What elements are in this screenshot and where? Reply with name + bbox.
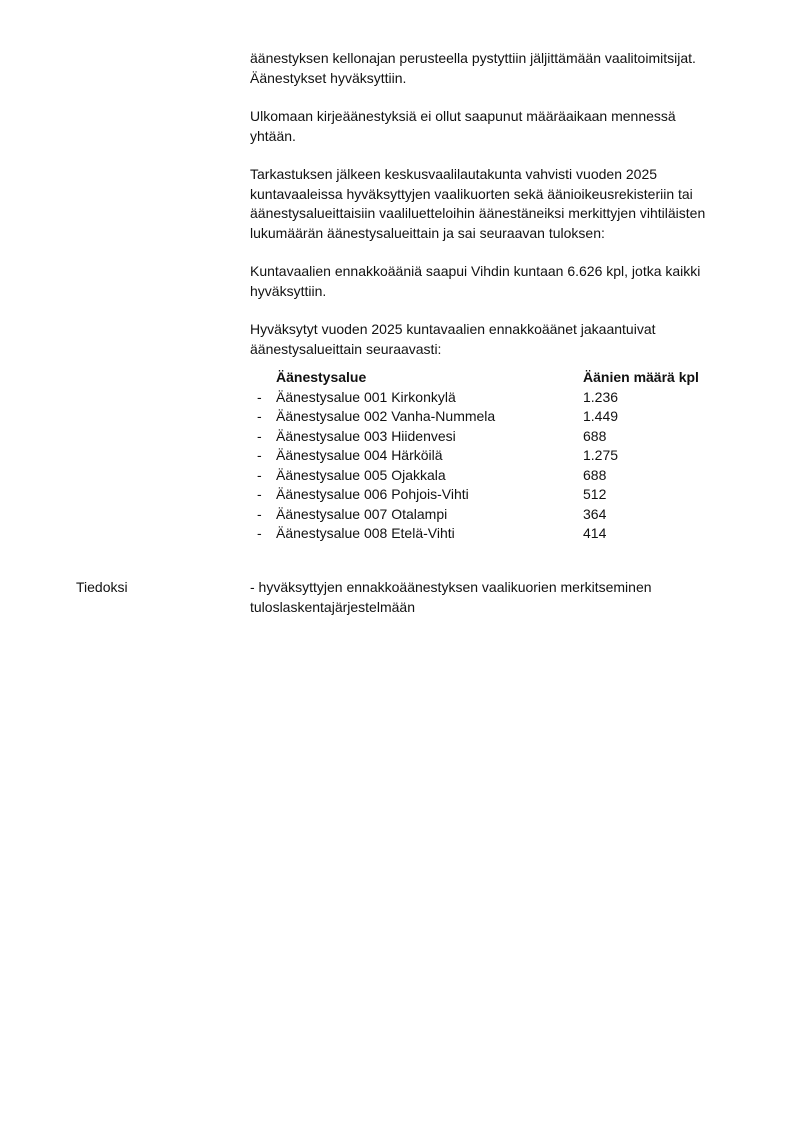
row-dash: - (257, 427, 262, 444)
row-count: 364 (583, 505, 607, 522)
paragraph-line: äänestysalueittaisiin vaaliluetteloihin äänestäneiksi merkittyjen vihtiläisten (250, 205, 706, 221)
row-count: 414 (583, 525, 607, 541)
row-dash: - (257, 388, 262, 405)
paragraph-line: Ulkomaan kirjeäänestyksiä ei ollut saapunut määräaikaan mennessä (250, 108, 676, 124)
table-row (250, 505, 745, 525)
row-area: Äänestysalue 005 Ojakkala (276, 466, 446, 483)
paragraph-line: äänestysalueittain seuraavasti: (250, 340, 442, 357)
table-row (250, 427, 745, 447)
paragraph-line: Tarkastuksen jälkeen keskusvaalilautakunta vahvisti vuoden 2025 (250, 166, 658, 182)
paragraph-line: lukumäärän äänestysalueittain ja sai seuraavan tuloksen: (250, 224, 605, 241)
tiedoksi-line: - hyväksyttyjen ennakkoäänestyksen vaalikuorien merkitseminen (250, 579, 652, 595)
votes-by-area-table (250, 368, 745, 544)
table-header-row (250, 368, 745, 388)
row-count: 1.449 (583, 408, 619, 424)
row-count: 1.275 (583, 447, 619, 463)
row-dash: - (257, 525, 262, 541)
tiedoksi-label: Tiedoksi (76, 579, 128, 595)
row-dash: - (257, 408, 262, 424)
tiedoksi-line: tuloslaskentajärjestelmään (250, 598, 415, 615)
paragraph-line: hyväksyttiin. (250, 282, 327, 299)
row-area: Äänestysalue 008 Etelä-Vihti (276, 525, 455, 541)
table-row (250, 446, 745, 466)
paragraph-total-votes (250, 262, 745, 301)
row-area: Äänestysalue 003 Hiidenvesi (276, 427, 456, 444)
row-area: Äänestysalue 004 Härköilä (276, 447, 443, 463)
row-count: 1.236 (583, 388, 619, 405)
header-area: Äänestysalue (276, 369, 367, 385)
table-row (250, 524, 745, 544)
row-count: 512 (583, 486, 607, 502)
paragraph-foreign-votes (250, 107, 745, 146)
row-dash: - (257, 505, 262, 522)
paragraph-line: Kuntavaalien ennakkoääniä saapui Vihdin kuntaan 6.626 kpl, jotka kaikki (250, 263, 701, 279)
table-row (250, 388, 745, 408)
paragraph-confirmation (250, 165, 745, 243)
row-dash: - (257, 466, 262, 483)
row-dash: - (257, 447, 262, 463)
paragraph-line: Äänestykset hyväksyttiin. (250, 69, 407, 86)
paragraph-distribution-intro (250, 320, 745, 359)
paragraph-line: kuntavaaleissa hyväksyttyjen vaalikuorten sekä äänioikeusrekisteriin tai (250, 185, 693, 202)
paragraph-line: äänestyksen kellonajan perusteella pystyttiin jäljittämään vaalitoimitsijat. (250, 50, 696, 66)
row-area: Äänestysalue 006 Pohjois-Vihti (276, 486, 469, 502)
header-count: Äänien määrä kpl (583, 369, 699, 385)
table-row (250, 466, 745, 486)
row-dash: - (257, 486, 262, 502)
table-row (250, 485, 745, 505)
row-area: Äänestysalue 001 Kirkonkylä (276, 388, 456, 405)
paragraph-line: Hyväksytyt vuoden 2025 kuntavaalien ennakkoäänet jakaantuivat (250, 321, 656, 337)
row-count: 688 (583, 466, 607, 483)
paragraph-verification (250, 49, 745, 88)
paragraph-line: yhtään. (250, 127, 296, 144)
table-row (250, 407, 745, 427)
row-count: 688 (583, 427, 607, 444)
tiedoksi-text (250, 578, 745, 617)
main-text-column (250, 49, 745, 544)
row-area: Äänestysalue 007 Otalampi (276, 505, 448, 522)
row-area: Äänestysalue 002 Vanha-Nummela (276, 408, 496, 424)
